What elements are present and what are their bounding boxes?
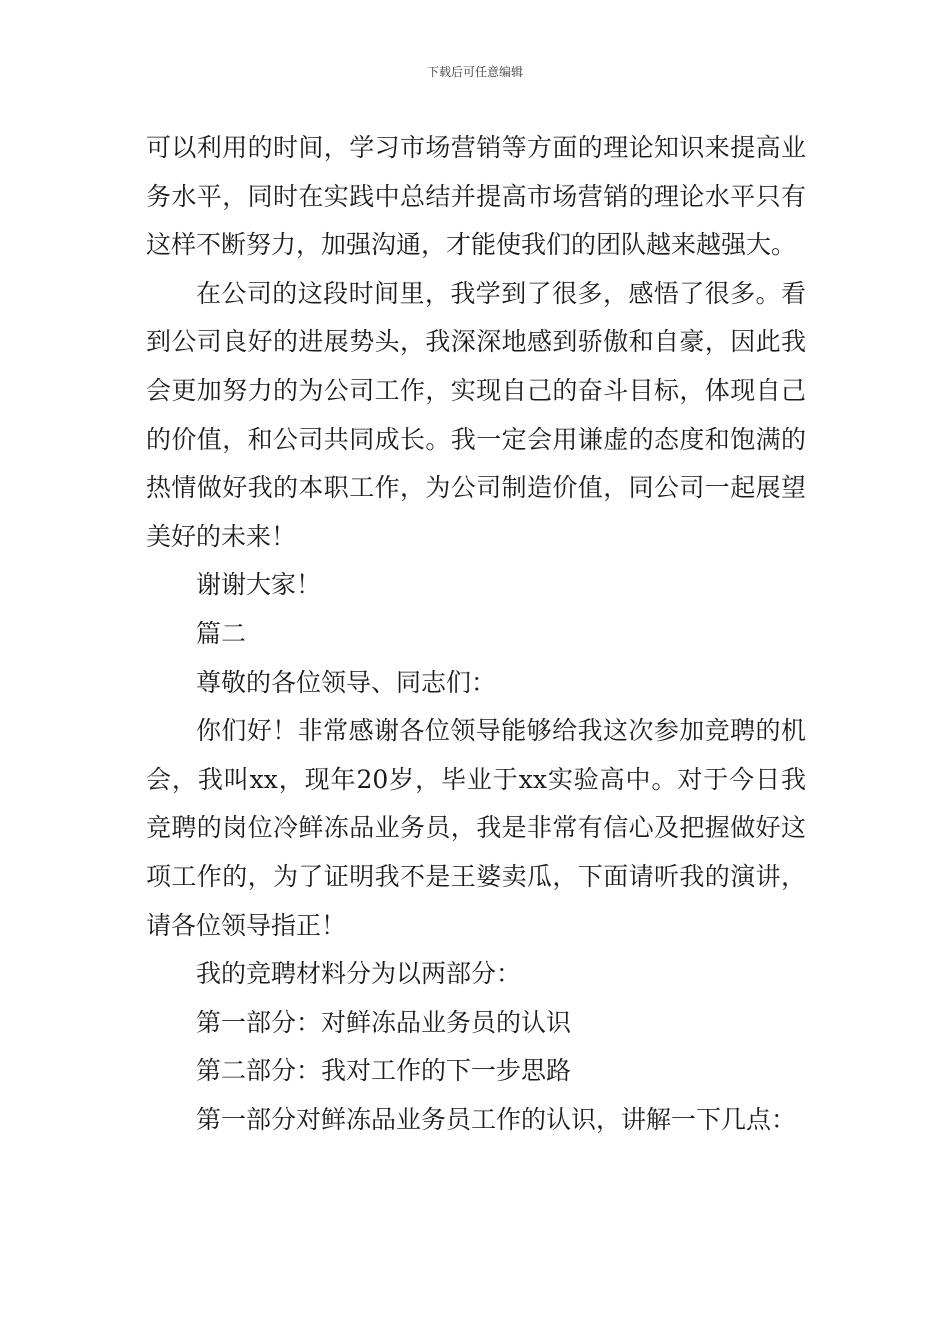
document-body: [146, 124, 806, 1144]
paragraph-part-1-start: 第一部分对鲜冻品业务员工作的认识，讲解一下几点：: [196, 1104, 797, 1134]
page-header: 下载后可任意编辑: [426, 65, 523, 79]
outline-part-1: 第一部分：对鲜冻品业务员的认识: [196, 1007, 572, 1037]
salutation: 尊敬的各位领导、同志们：: [196, 667, 497, 697]
outline-part-2: 第二部分：我对工作的下一步思路: [196, 1056, 572, 1086]
paragraph-thanks: 谢谢大家！: [196, 570, 322, 600]
paragraph-intro: 你们好！非常感谢各位领导能够给我这次参加竞聘的机会，我叫xx，现年20岁，毕业于xx实验高中。对于今日我竞聘的岗位冷鲜冻品业务员，我是非常有信心及把握做好这项工作的，为了证明我不是王婆卖瓜，下面请听我的演讲，请各位领导指正！: [146, 716, 806, 940]
section-heading: 篇二: [196, 618, 247, 648]
paragraph-1: 可以利用的时间，学习市场营销等方面的理论知识来提高业务水平，同时在实践中总结并提高市场营销的理论水平只有这样不断努力，加强沟通，才能使我们的团队越来越强大。: [146, 133, 806, 260]
paragraph-2: 在公司的这段时间里，我学到了很多，感悟了很多。看到公司良好的进展势头，我深深地感到骄傲和自豪，因此我会更加努力的为公司工作，实现自己的奋斗目标，体现自己的价值，和公司共同成长。我一定会用谦虚的态度和饱满的热情做好我的本职工作，为公司制造价值，同公司一起展望美好的未来！: [146, 278, 806, 551]
paragraph-outline: 我的竞聘材料分为以两部分：: [196, 959, 522, 989]
